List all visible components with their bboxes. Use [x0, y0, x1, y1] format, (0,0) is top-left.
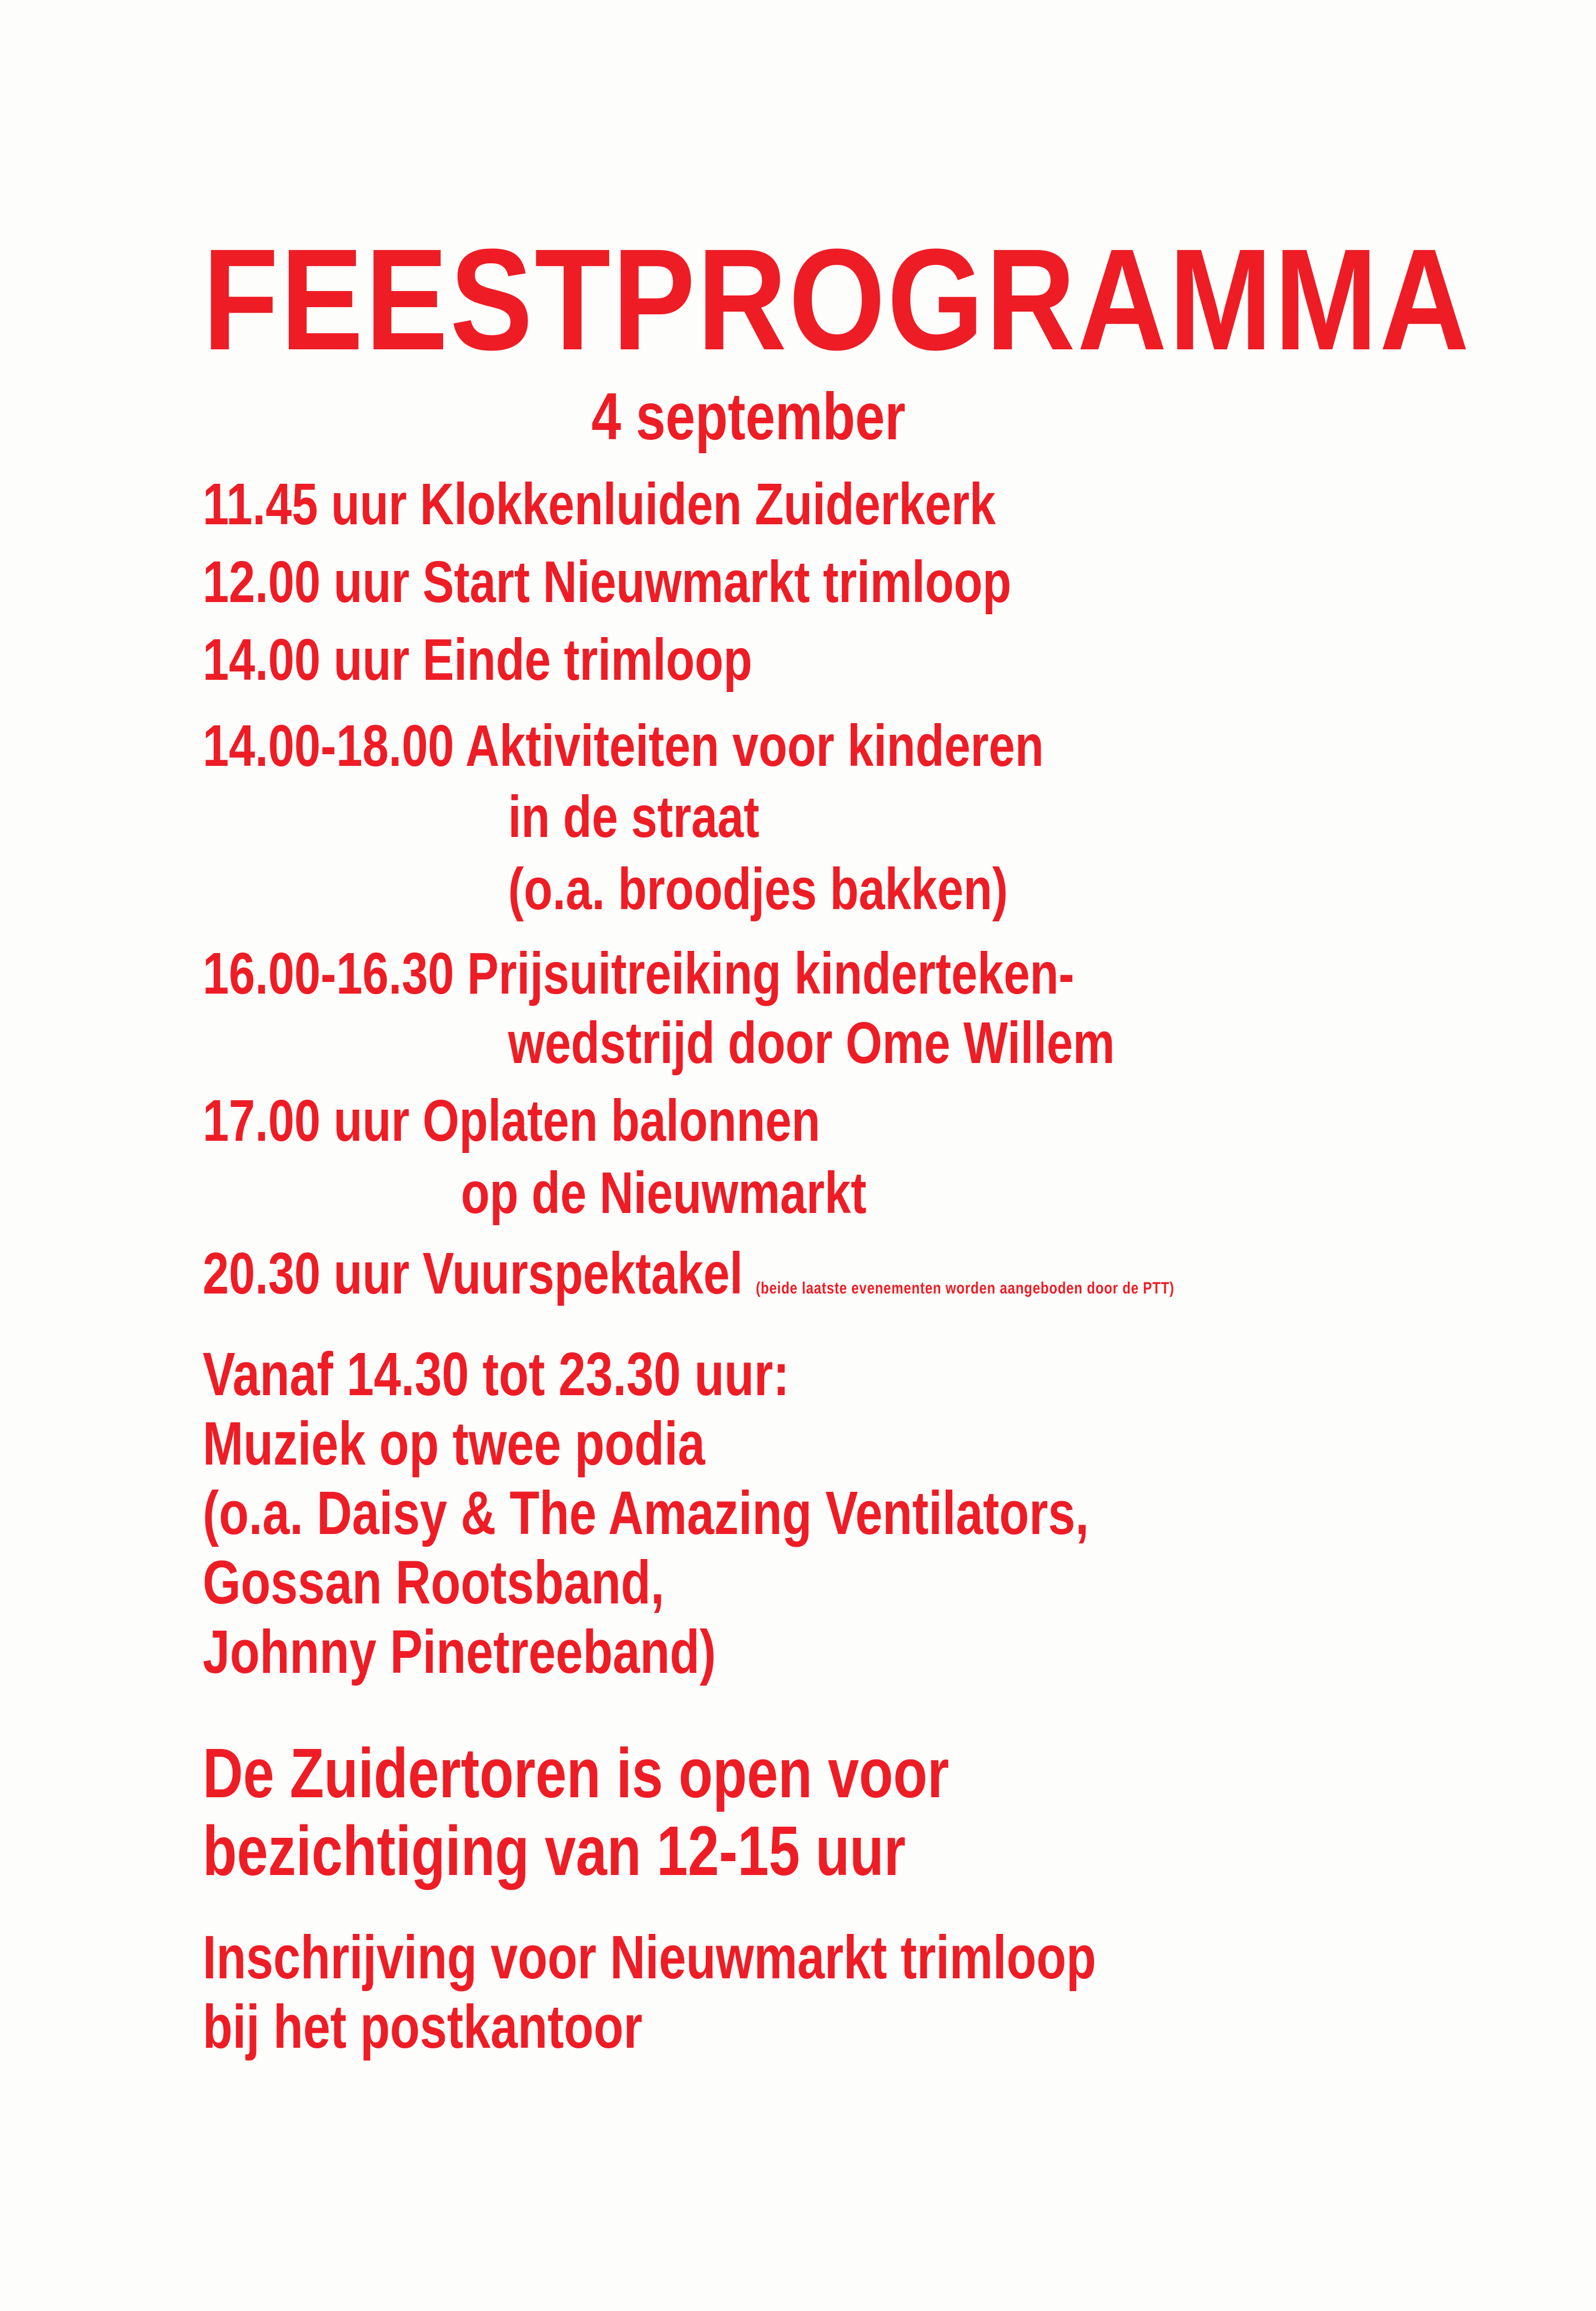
registration-line-1: Inschrijving voor Nieuwmarkt trimloop: [203, 1923, 1096, 1992]
program-item-5-line-2: wedstrijd door Ome Willem: [508, 1010, 1115, 1076]
program-text: Einde trimloop: [422, 627, 752, 693]
registration-line-2: bij het postkantoor: [203, 1993, 643, 2061]
program-text: Vuurspektakel: [422, 1241, 743, 1306]
program-item-4-line-3: (o.a. broodjes bakken): [508, 856, 1008, 922]
program-time: 14.00-18.00: [203, 713, 454, 779]
program-item-1: [203, 472, 996, 537]
poster-title: FEESTPROGRAMMA: [203, 219, 1472, 380]
program-time: 14.00 uur: [203, 627, 410, 693]
music-line-2: Muziek op twee podia: [203, 1410, 705, 1478]
program-item-2: [203, 549, 1012, 615]
program-item-4-line-2: in de straat: [508, 784, 760, 850]
tower-line-1: De Zuidertoren is open voor: [203, 1734, 950, 1812]
program-text: Aktiviteiten voor kinderen: [465, 713, 1044, 779]
program-item-5: [203, 941, 1075, 1006]
music-line-3: (o.a. Daisy & The Amazing Ventilators,: [203, 1479, 1089, 1547]
program-time: 11.45 uur: [203, 472, 407, 537]
program-text: Klokkenluiden Zuiderkerk: [420, 472, 996, 537]
program-text: Oplaten balonnen: [422, 1088, 821, 1154]
program-item-7: [203, 1241, 1175, 1306]
program-time: 12.00 uur: [203, 549, 410, 615]
program-item-3: [203, 627, 752, 693]
music-line-4: Gossan Rootsband,: [203, 1548, 665, 1617]
program-time: 17.00 uur: [203, 1088, 410, 1154]
program-text: Start Nieuwmarkt trimloop: [422, 549, 1012, 615]
program-text: Prijsuitreiking kinderteken-: [467, 941, 1075, 1006]
music-line-5: Johnny Pinetreeband): [203, 1618, 716, 1686]
program-item-6: [203, 1088, 821, 1154]
program-time: 20.30 uur: [203, 1241, 410, 1306]
program-item-4: [203, 713, 1044, 779]
event-date: 4 september: [591, 379, 906, 454]
sponsor-note: (beide laatste evenementen worden aangeboden door de PTT): [756, 1279, 1175, 1297]
tower-line-2: bezichtiging van 12-15 uur: [203, 1812, 906, 1890]
program-item-6-line-2: op de Nieuwmarkt: [461, 1160, 867, 1226]
music-line-1: Vanaf 14.30 tot 23.30 uur:: [203, 1340, 790, 1408]
program-time: 16.00-16.30: [203, 941, 454, 1006]
